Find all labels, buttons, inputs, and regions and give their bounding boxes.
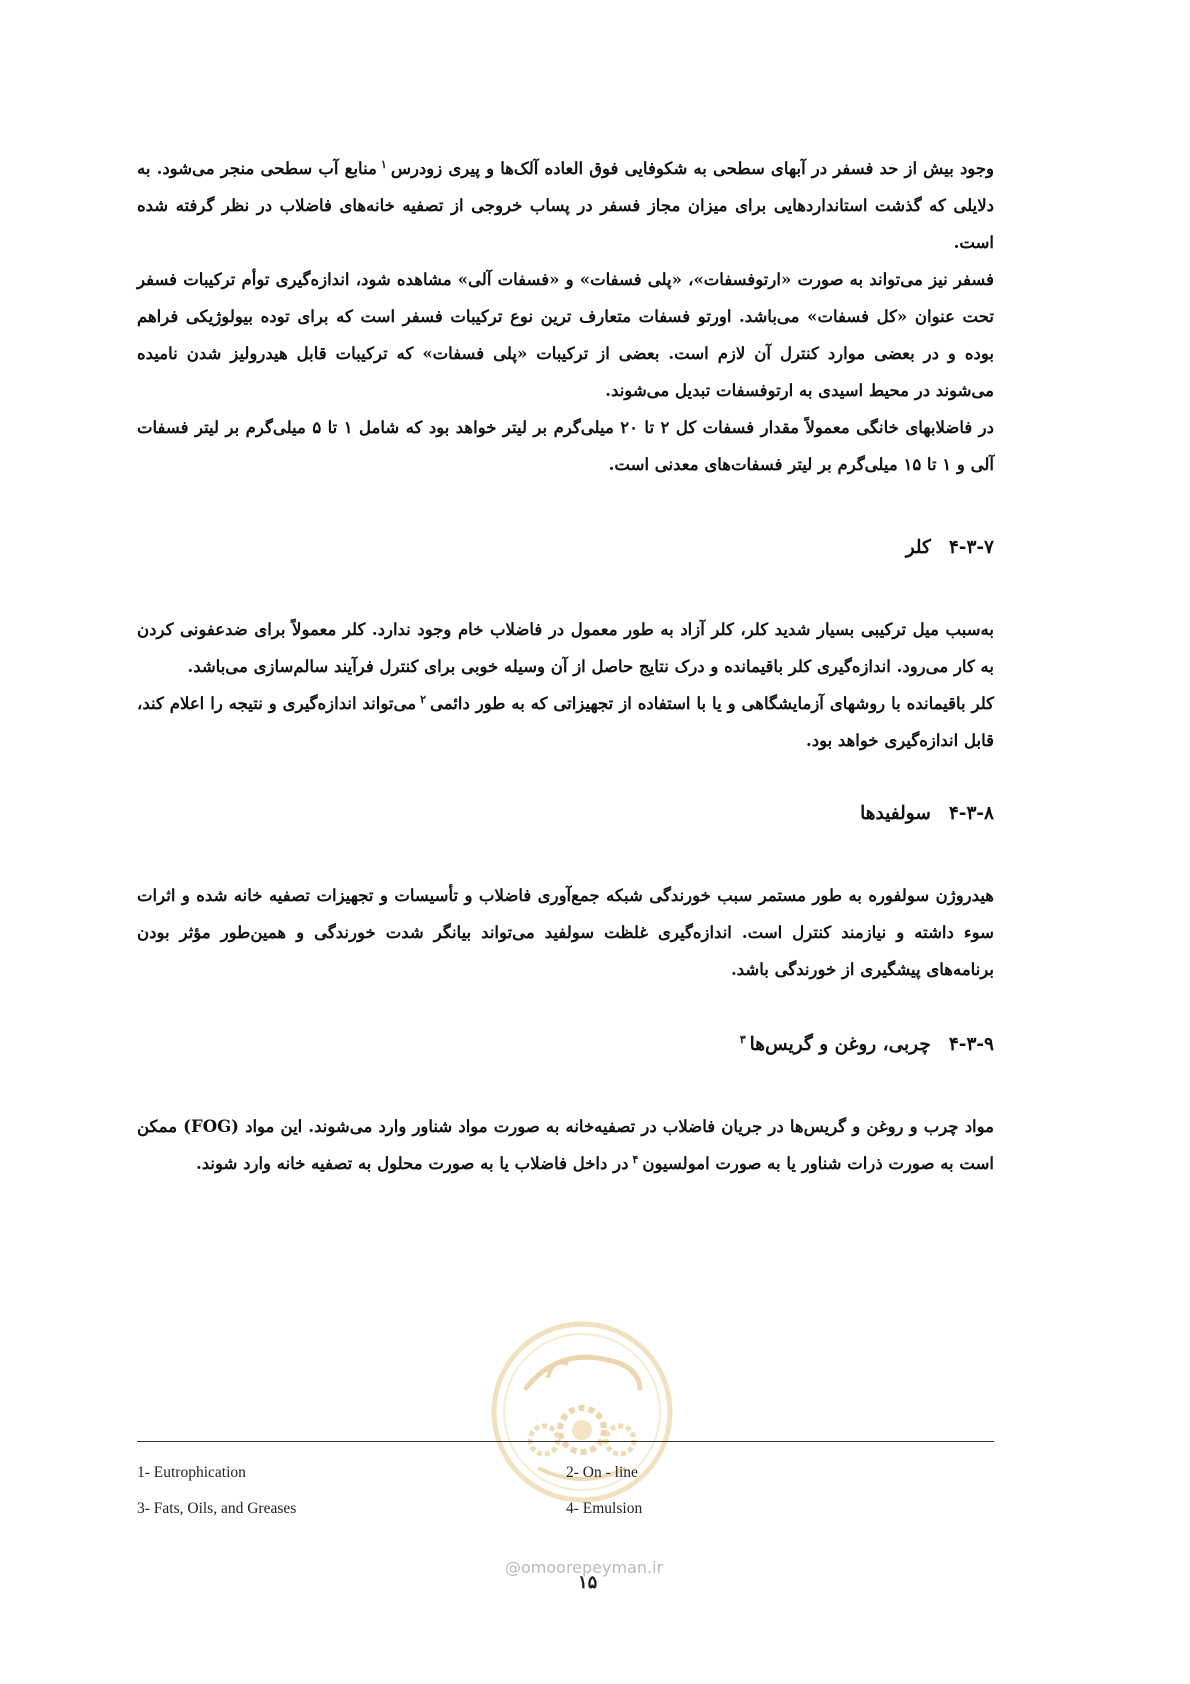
- paragraph-text: در داخل فاضلاب یا به صورت محلول به تصفیه خانه وارد شوند.: [196, 1154, 629, 1173]
- section-heading-fog: [137, 1030, 994, 1060]
- section-number: ۴-۳-۸: [948, 803, 994, 824]
- footnote-separator: [137, 1441, 994, 1442]
- section-title: چربی، روغن و گریس‌ها: [749, 1034, 931, 1055]
- footnote-ref: ۴: [632, 1152, 639, 1166]
- page-number: ۱۵: [578, 1572, 598, 1593]
- footnote-3: 3- Fats, Oils, and Greases: [137, 1500, 297, 1517]
- section-title: سولفیدها: [860, 803, 931, 824]
- footnote-1: 1- Eutrophication: [137, 1464, 246, 1481]
- main-text: [137, 150, 994, 1182]
- paragraph-fog: [137, 1108, 994, 1182]
- section-number: ۴-۳-۹: [948, 1034, 994, 1055]
- at-icon: @: [505, 1558, 521, 1577]
- section-heading-chlorine: [137, 533, 994, 563]
- footnote-4: 4- Emulsion: [566, 1500, 643, 1517]
- paragraph-phosphate-levels: در فاضلابهای خانگی معمولاً مقدار فسفات کل ۲ تا ۲۰ میلی‌گرم بر لیتر خواهد بود که شامل ۱ تا ۵ میلی‌گرم بر لیتر فسفات آلی و ۱ تا ۱۵ میلی‌گرم بر لیتر فسفات‌های معدنی است.: [137, 418, 995, 474]
- paragraph-phosphate-types: فسفر نیز می‌تواند به صورت «ارتوفسفات»، «پلی فسفات» و «فسفات آلی» مشاهده شود، اندازه‌گیری توأم ترکیبات فسفر تحت عنوان «کل فسفات» می‌باشد. اورتو فسفات متعارف ترین نوع ترکیبات فسفر است که برای توده بیولوژیکی فراهم بوده و در بعضی موارد کنترل آن لازم است. بعضی از ترکیبات «پلی فسفات» که ترکیبات قابل هیدرولیز شدن نامیده می‌شوند در محیط اسیدی به ارتوفسفات تبدیل می‌شوند.: [137, 270, 994, 400]
- paragraph-sulfide-corrosion: هیدروژن سولفوره به طور مستمر سبب خورندگی شبکه جمع‌آوری فاضلاب و تأسیسات و تجهیزات تصفیه خانه شده و اثرات سوء داشته و نیازمند کنترل است. اندازه‌گیری غلظت سولفید می‌تواند بیانگر شدت خورندگی و همین‌طور مؤثر بودن برنامه‌های پیشگیری از خورندگی باشد.: [137, 886, 994, 979]
- paragraph-chlorine-residual: به‌سبب میل ترکیبی بسیار شدید کلر، کلر آزاد به طور معمول در فاضلاب خام وجود ندارد. کلر معمولاً برای ضدعفونی کردن به کار می‌رود. اندازه‌گیری کلر باقیمانده و درک نتایج حاصل از آن وسیله خوبی برای کنترل فرآیند سالم‌سازی می‌باشد.: [137, 620, 994, 676]
- section-number: ۴-۳-۷: [948, 537, 994, 558]
- section-title: کلر: [905, 537, 931, 558]
- section-heading-sulfides: [137, 799, 994, 829]
- paragraph-text: می‌تواند اندازه‌گیری و نتیجه را اعلام کند، قابل اندازه‌گیری خواهد بود.: [137, 694, 994, 750]
- paragraph-text: منابع آب سطحی منجر می‌شود. به دلایلی که گذشت استانداردهایی برای میزان مجاز فسفر در پساب خروجی از تصفیه خانه‌های فاضلاب در نظر گرفته شده است.: [137, 159, 994, 252]
- site-text: omoorepeyman.ir: [521, 1558, 664, 1577]
- footnote-ref: ۱: [380, 157, 387, 171]
- footnote-2: 2- On - line: [566, 1464, 638, 1481]
- paragraph-text: وجود بیش از حد فسفر در آبهای سطحی به شکوفایی فوق العاده آلک‌ها و پیری زودرس: [390, 159, 994, 178]
- footnote-ref: ۳: [739, 1032, 746, 1046]
- paragraph-text: کلر باقیمانده با روشهای آزمایشگاهی و یا با استفاده از تجهیزاتی که به طور دائمی: [430, 694, 995, 713]
- paragraph-phosphorus-eutrophication: [137, 150, 994, 261]
- footnote-ref: ۲: [420, 692, 426, 706]
- paragraph-chlorine-measurement: [137, 685, 994, 759]
- paragraph-text: مواد چرب و روغن و گریس‌ها در جریان فاضلاب در تصفیه‌خانه به صورت مواد شناور وارد می‌شوند. این مواد (FOG) ممکن است به صورت ذرات شناور یا به صورت امولسیون: [137, 1117, 994, 1173]
